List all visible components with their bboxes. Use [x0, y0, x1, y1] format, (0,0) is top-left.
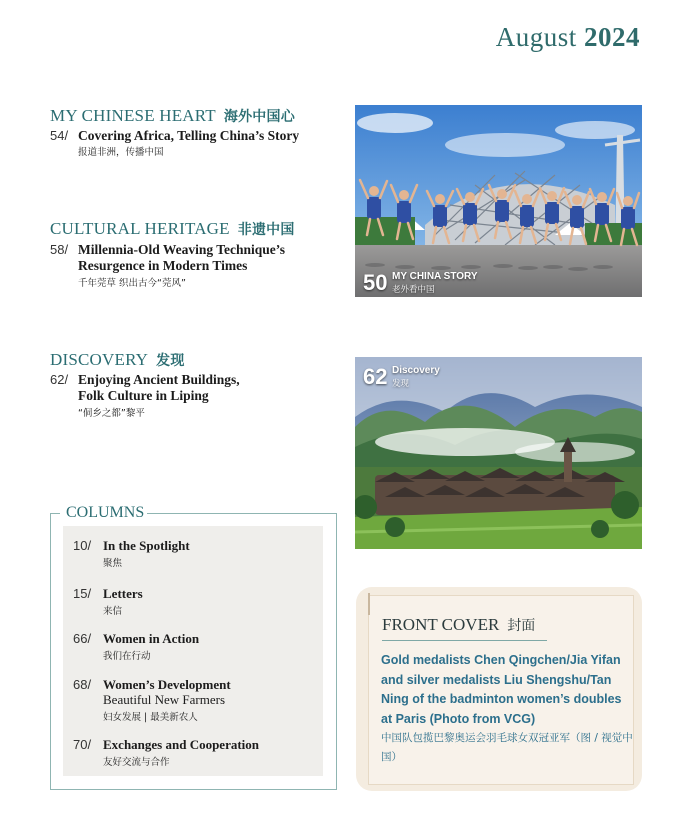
- photo-label-en: MY CHINA STORY: [392, 271, 478, 282]
- article-title-en-line2: Resurgence in Modern Times: [78, 258, 248, 273]
- issue-date: [496, 22, 640, 53]
- section-title-en: DISCOVERY: [50, 350, 149, 369]
- issue-year: 2024: [584, 22, 640, 52]
- column-title-cn: 妇女发展 | 最美新农人: [103, 712, 198, 723]
- stadium-photo-illustration: [355, 105, 642, 297]
- column-page-number: 15/: [73, 586, 92, 601]
- article-title-cn: 报道非洲，传播中国: [78, 147, 164, 158]
- column-title-cn: 我们在行动: [103, 651, 151, 662]
- section-title-en: MY CHINESE HEART: [50, 106, 216, 125]
- article-entry-54[interactable]: [50, 128, 350, 162]
- photo-page-number: 62: [363, 364, 388, 389]
- columns-panel: [63, 526, 323, 776]
- column-title-en: In the Spotlight: [103, 538, 190, 553]
- photo-my-china-story[interactable]: [355, 105, 642, 297]
- column-title-en: Exchanges and Cooperation: [103, 737, 260, 752]
- photo-label-cn: 发现: [392, 379, 410, 389]
- column-entry-15[interactable]: [63, 586, 313, 616]
- section-title-discovery: [50, 350, 185, 370]
- section-title-cn: 海外中国心: [223, 109, 295, 125]
- column-title-cn: 聚焦: [103, 558, 123, 569]
- photo-label-cn: 老外看中国: [392, 285, 435, 295]
- column-entry-66[interactable]: [63, 631, 313, 661]
- column-page-number: 10/: [73, 538, 92, 553]
- issue-month: August: [495, 22, 577, 52]
- front-cover-divider: [382, 640, 547, 641]
- article-page-number: 58/: [50, 242, 69, 257]
- article-title-en: [78, 372, 348, 404]
- article-title-cn: “侗乡之都”黎平: [78, 408, 145, 419]
- column-page-number: 66/: [73, 631, 92, 646]
- column-title-en: Women in Action: [103, 631, 200, 646]
- photo-discovery[interactable]: [355, 357, 642, 549]
- column-title-cn: 友好交流与合作: [103, 757, 170, 768]
- front-cover-caption-en: Gold medalists Chen Qingchen/Jia Yifan and silver medalists Liu Shengshu/Tan Ning of the badminton women’s doubles at Paris (Photo from VCG): [381, 653, 622, 726]
- article-page-number: 54/: [50, 128, 69, 143]
- photo-label-en: Discovery: [392, 365, 440, 376]
- column-title-en: Women’s Development: [103, 677, 231, 692]
- front-cover-title-en: FRONT COVER: [382, 615, 500, 634]
- frame-top-line: [147, 513, 337, 514]
- section-title-cn: 非遗中国: [237, 222, 295, 238]
- column-title-en: Letters: [103, 586, 143, 601]
- column-entry-10[interactable]: [63, 538, 313, 568]
- column-page-number: 68/: [73, 677, 92, 692]
- article-title-en-line2: Folk Culture in Liping: [78, 388, 209, 403]
- section-title-my-chinese-heart: [50, 106, 295, 126]
- photo-page-number: 50: [363, 270, 388, 295]
- column-entry-70[interactable]: [63, 737, 313, 767]
- front-cover-title-cn: 封面: [507, 618, 536, 634]
- article-title-en: [78, 242, 348, 274]
- front-cover-title: [382, 615, 535, 635]
- section-title-cn: 发现: [156, 353, 185, 369]
- frame-corner-line: [50, 513, 60, 514]
- article-title-cn: 千年莞草 织出古今“莞风”: [78, 278, 186, 289]
- columns-heading: COLUMNS: [66, 504, 145, 521]
- column-subtitle-en: Beautiful New Farmers: [103, 692, 226, 707]
- column-entry-68[interactable]: [63, 677, 313, 721]
- column-page-number: 70/: [73, 737, 92, 752]
- column-title-cn: 来信: [103, 606, 123, 617]
- article-title-en: Covering Africa, Telling China’s Story: [78, 128, 300, 143]
- article-title-en-line1: Millennia-Old Weaving Technique’s: [78, 242, 286, 257]
- front-cover-caption-cn: 中国队包揽巴黎奥运会羽毛球女双冠亚军（图 / 视觉中国）: [381, 732, 633, 763]
- article-title-en-line1: Enjoying Ancient Buildings,: [78, 372, 240, 387]
- front-cover-accent-line: [368, 593, 370, 615]
- article-entry-58[interactable]: [50, 242, 350, 292]
- section-title-en: CULTURAL HERITAGE: [50, 219, 230, 238]
- article-page-number: 62/: [50, 372, 69, 387]
- section-title-cultural-heritage: [50, 219, 295, 239]
- article-entry-62[interactable]: [50, 372, 350, 422]
